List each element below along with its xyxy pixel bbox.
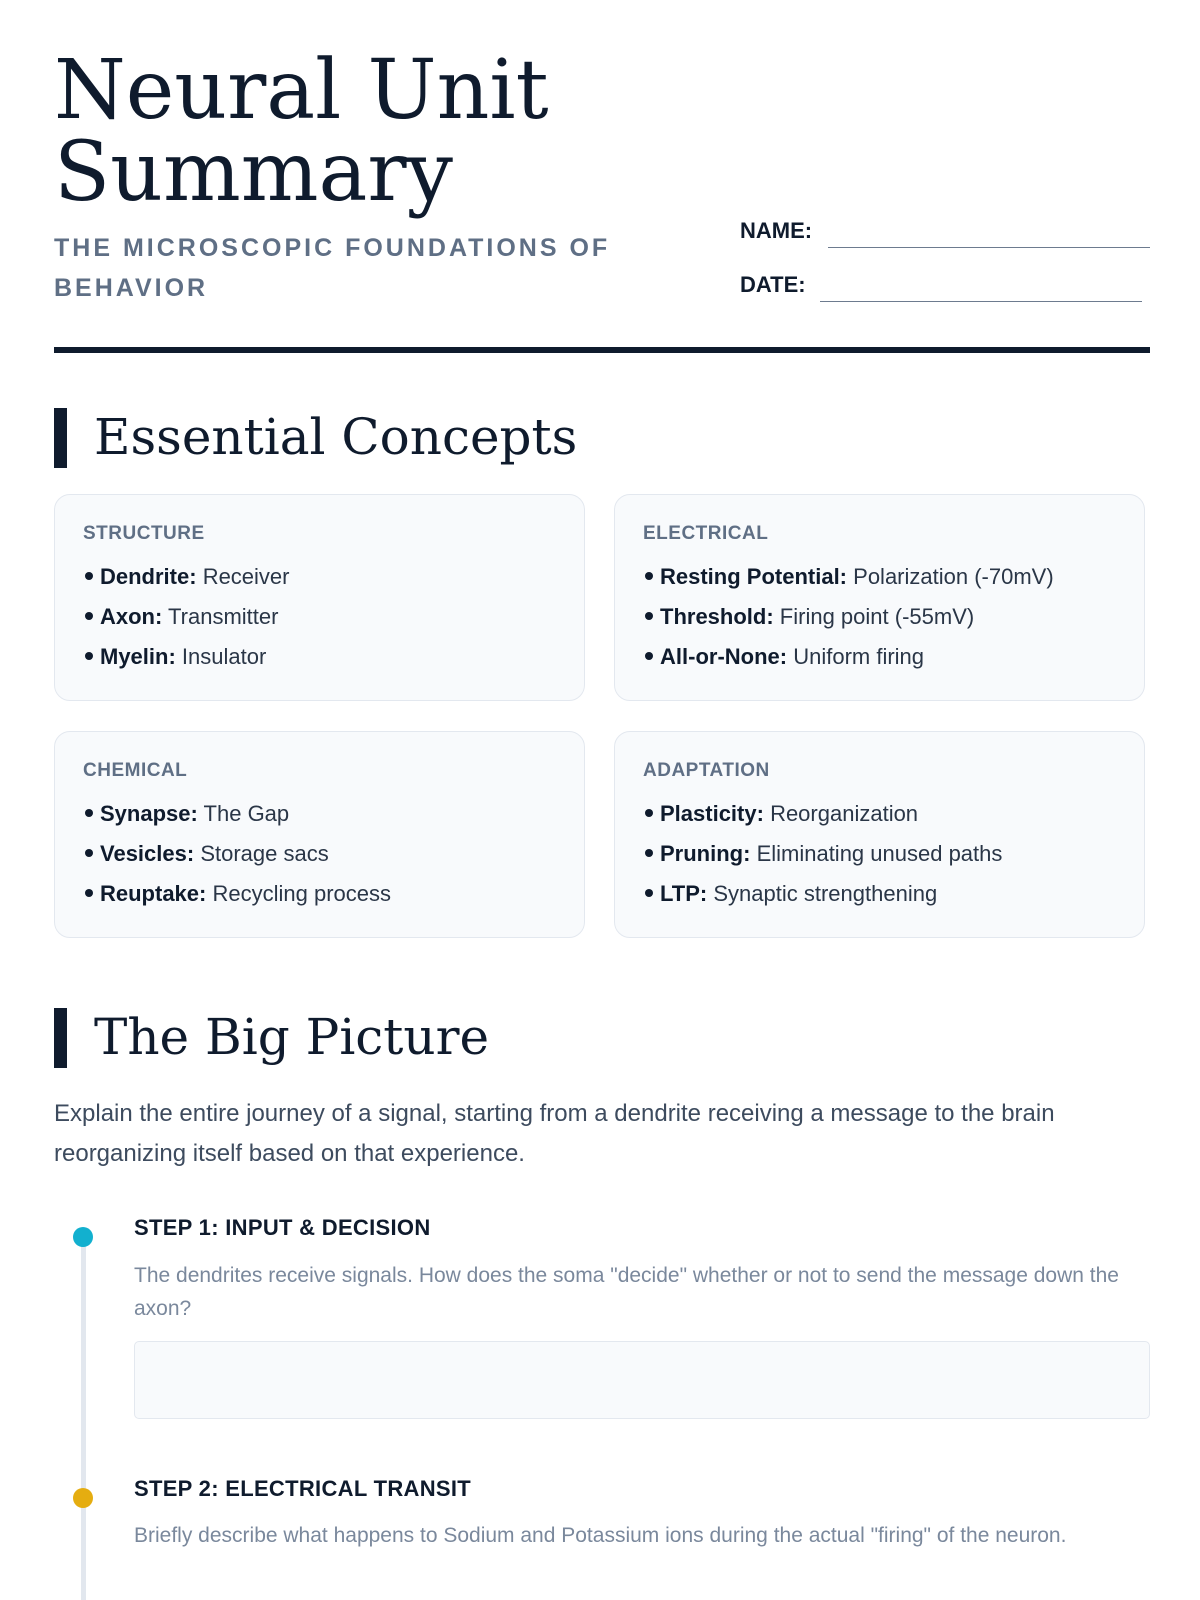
section-heading-big-picture bbox=[54, 1008, 1154, 1070]
page-title bbox=[54, 43, 694, 220]
card-category: STRUCTURE bbox=[83, 523, 205, 544]
concept-card-adaptation bbox=[614, 731, 1145, 938]
bullet-icon bbox=[85, 612, 93, 620]
step-1-question: The dendrites receive signals. How does the soma "decide" whether or not to send the message down the axon? bbox=[134, 1264, 1119, 1320]
section-accent-bar bbox=[54, 1008, 67, 1068]
date-field bbox=[740, 272, 1142, 302]
concept-card-electrical bbox=[614, 494, 1145, 701]
concept-item bbox=[83, 834, 556, 874]
section-accent-bar bbox=[54, 408, 67, 468]
concept-desc: Polarization (-70mV) bbox=[853, 564, 1054, 589]
title-line-1: Neural Unit bbox=[54, 43, 549, 138]
bullet-icon bbox=[85, 809, 93, 817]
concept-term: Plasticity: bbox=[660, 801, 764, 826]
concept-item bbox=[83, 557, 556, 597]
concept-card-chemical bbox=[54, 731, 585, 938]
step-1-answer-box[interactable] bbox=[134, 1341, 1150, 1419]
bullet-icon bbox=[645, 612, 653, 620]
concept-term: All-or-None: bbox=[660, 644, 788, 669]
concept-item bbox=[643, 794, 1116, 834]
step-2-title: STEP 2: ELECTRICAL TRANSIT bbox=[134, 1476, 472, 1501]
bullet-icon bbox=[85, 572, 93, 580]
bullet-icon bbox=[645, 572, 653, 580]
concept-item bbox=[643, 597, 1116, 637]
name-label: NAME: bbox=[740, 218, 813, 243]
concept-item bbox=[83, 874, 556, 914]
section-heading-essential-concepts bbox=[54, 408, 1154, 470]
bullet-icon bbox=[85, 849, 93, 857]
concept-term: Pruning: bbox=[660, 841, 751, 866]
page-subtitle: THE MICROSCOPIC FOUNDATIONS OF BEHAVIOR bbox=[54, 234, 611, 302]
concept-card-structure bbox=[54, 494, 585, 701]
concept-item bbox=[83, 637, 556, 677]
date-label: DATE: bbox=[740, 272, 806, 297]
step-1-title: STEP 1: INPUT & DECISION bbox=[134, 1215, 431, 1240]
bullet-icon bbox=[645, 849, 653, 857]
concept-desc: Recycling process bbox=[212, 881, 391, 906]
bullet-icon bbox=[85, 889, 93, 897]
big-picture-intro: Explain the entire journey of a signal, starting from a dendrite receiving a message to the brain reorganizing itself based on that experience. bbox=[54, 1100, 1055, 1167]
concept-desc: Reorganization bbox=[770, 801, 919, 826]
concept-desc: Firing point (-55mV) bbox=[779, 604, 975, 629]
concept-item bbox=[643, 834, 1116, 874]
concept-desc: The Gap bbox=[203, 801, 290, 826]
concept-item bbox=[643, 874, 1116, 914]
concept-term: Synapse: bbox=[100, 801, 198, 826]
name-field bbox=[740, 218, 1150, 248]
concept-term: Resting Potential: bbox=[660, 564, 848, 589]
card-category: ELECTRICAL bbox=[643, 523, 769, 544]
concept-desc: Eliminating unused paths bbox=[756, 841, 1003, 866]
step-1-dot-icon bbox=[73, 1227, 93, 1247]
concept-desc: Receiver bbox=[202, 564, 290, 589]
bullet-icon bbox=[645, 809, 653, 817]
section-title: The Big Picture bbox=[94, 1008, 490, 1066]
concept-term: Myelin: bbox=[100, 644, 176, 669]
bullet-icon bbox=[645, 652, 653, 660]
concept-desc: Synaptic strengthening bbox=[713, 881, 938, 906]
title-line-2: Summary bbox=[54, 125, 453, 220]
concept-desc: Storage sacs bbox=[200, 841, 329, 866]
concept-desc: Insulator bbox=[181, 644, 267, 669]
section-title: Essential Concepts bbox=[94, 408, 578, 466]
concept-term: LTP: bbox=[660, 881, 708, 906]
timeline-line bbox=[81, 1236, 86, 1600]
concept-item bbox=[83, 794, 556, 834]
card-category: ADAPTATION bbox=[643, 760, 770, 781]
concept-term: Reuptake: bbox=[100, 881, 207, 906]
card-category: CHEMICAL bbox=[83, 760, 188, 781]
concept-desc: Transmitter bbox=[168, 604, 279, 629]
concept-term: Axon: bbox=[100, 604, 163, 629]
bullet-icon bbox=[85, 652, 93, 660]
step-2-question: Briefly describe what happens to Sodium and Potassium ions during the actual "firing" of the neuron. bbox=[134, 1524, 1067, 1547]
header-divider bbox=[54, 347, 1150, 353]
step-2-dot-icon bbox=[73, 1488, 93, 1508]
concept-term: Dendrite: bbox=[100, 564, 197, 589]
date-blank-line[interactable] bbox=[820, 301, 1142, 302]
concept-term: Threshold: bbox=[660, 604, 774, 629]
concept-item bbox=[643, 557, 1116, 597]
concept-desc: Uniform firing bbox=[793, 644, 925, 669]
concept-item bbox=[83, 597, 556, 637]
concept-item bbox=[643, 637, 1116, 677]
name-blank-line[interactable] bbox=[828, 247, 1150, 248]
concept-term: Vesicles: bbox=[100, 841, 195, 866]
bullet-icon bbox=[645, 889, 653, 897]
